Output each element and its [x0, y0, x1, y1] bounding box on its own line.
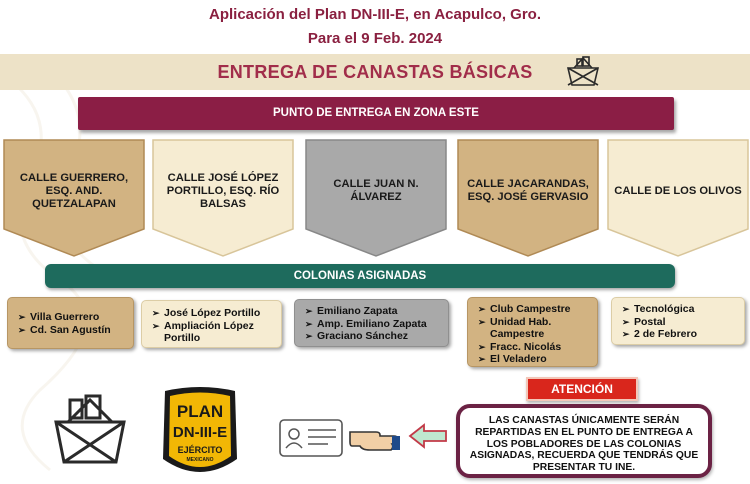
location-card-guerrero — [3, 139, 145, 257]
colonias-list-1 — [7, 297, 134, 349]
ine-card-icon — [278, 418, 344, 458]
logo-line3: EJÉRCITO — [177, 445, 223, 455]
location-card-jacarandas — [457, 139, 599, 257]
page-title: Aplicación del Plan DN-III-E, en Acapulco, Gro. — [209, 6, 541, 23]
list-item: ➢ 2 de Febrero — [622, 328, 738, 341]
banner-title: ENTREGA DE CANASTAS BÁSICAS — [217, 62, 533, 82]
list-item: ➢ Emiliano Zapata — [305, 305, 442, 318]
logo-line4: MEXICANO — [186, 457, 214, 463]
location-label: CALLE DE LOS OLIVOS — [614, 184, 742, 197]
list-item: ➢ Postal — [622, 316, 738, 329]
delivery-zone-label: PUNTO DE ENTREGA EN ZONA ESTE — [273, 107, 479, 119]
colonias-header-label: COLONIAS ASIGNADAS — [293, 270, 427, 282]
list-item: ➢ El Veladero — [478, 353, 591, 366]
location-card-juan-alvarez — [305, 139, 447, 257]
location-label: CALLE JOSÉ LÓPEZ PORTILLO, ESQ. RÍO BALSAS — [166, 171, 280, 210]
list-item: ➢ Graciano Sánchez — [305, 330, 442, 343]
page-date: Para el 9 Feb. 2024 — [307, 30, 443, 47]
location-card-olivos — [607, 139, 749, 257]
logo-line2: DN-III-E — [172, 424, 228, 441]
location-label: CALLE JUAN N. ÁLVAREZ — [333, 178, 419, 203]
colonias-list-2 — [141, 300, 282, 348]
list-item: ➢ Cd. San Agustín — [18, 324, 127, 337]
pointing-hand-icon — [348, 420, 402, 454]
delivery-zone-header — [78, 97, 674, 130]
colonias-list-5 — [611, 297, 745, 345]
list-item: ➢ Ampliación López Portillo — [152, 320, 262, 345]
plan-dn3e-logo — [157, 385, 243, 479]
list-item: ➢ Villa Guerrero — [18, 311, 127, 324]
colonias-list-3 — [294, 299, 449, 347]
grocery-basket-icon — [50, 392, 130, 468]
attention-message: LAS CANASTAS ÚNICAMENTE SERÁN REPARTIDAS EN EL PUNTO DE ENTREGA A LOS POBLADORES DE LAS COLONIAS ASIGNADAS, RECUERDA QUE TENDRÁS QUE PRESENTAR TU INE. — [469, 415, 699, 474]
basket-icon — [564, 55, 602, 89]
list-item: ➢ Tecnológica — [622, 303, 738, 316]
arrow-left-icon — [408, 423, 448, 449]
attention-badge: ATENCIÓN — [526, 377, 638, 401]
location-label: CALLE GUERRERO, ESQ. AND. QUETZALAPAN — [19, 171, 129, 210]
list-item: ➢ José López Portillo — [152, 307, 275, 320]
section-banner — [0, 54, 750, 90]
attention-notice — [456, 404, 712, 478]
colonias-list-4 — [467, 297, 598, 367]
colonias-header — [45, 264, 675, 288]
location-card-lopez-portillo — [152, 139, 294, 257]
list-item: ➢ Unidad Hab. Campestre — [478, 316, 588, 341]
list-item: ➢ Amp. Emiliano Zapata — [305, 318, 442, 331]
location-label: CALLE JACARANDAS, ESQ. JOSÉ GERVASIO — [467, 178, 589, 203]
list-item: ➢ Fracc. Nicolás — [478, 341, 591, 354]
logo-line1: PLAN — [176, 402, 224, 421]
list-item: ➢ Club Campestre — [478, 303, 591, 316]
